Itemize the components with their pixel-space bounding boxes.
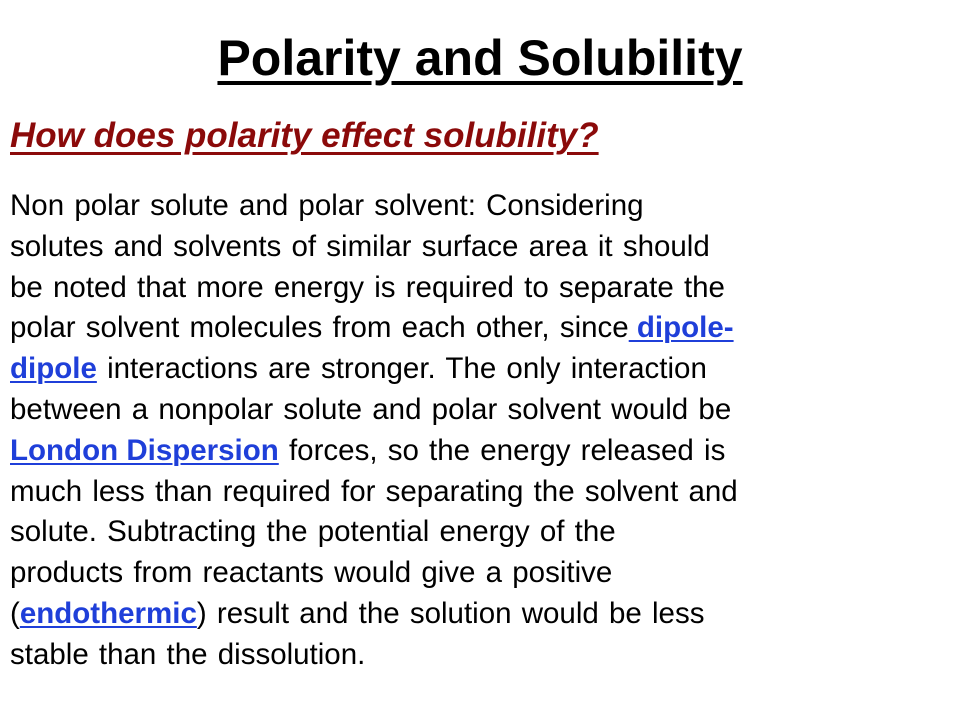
- body-paragraph: [10, 186, 925, 676]
- slide-title-text: Polarity and Solubility: [217, 30, 743, 86]
- body-text-segment: solutes and solvents of similar surface area it should: [10, 229, 710, 263]
- body-text-segment: interactions are stronger. The only interaction: [107, 352, 707, 386]
- body-text-segment: be noted that more energy is required to separate the: [10, 270, 725, 304]
- dipole-dipole-link-continued[interactable]: dipole: [10, 352, 97, 386]
- body-text-segment: between a nonpolar solute and polar solvent would be: [10, 392, 732, 426]
- body-text-segment: polar solvent molecules from each other, since: [10, 311, 629, 345]
- slide-subtitle-text: How does polarity effect solubility?: [10, 116, 599, 155]
- body-line: [10, 186, 925, 227]
- body-text-segment: Non polar solute and polar solvent: Considering: [10, 189, 644, 222]
- body-text-segment: (: [10, 596, 20, 630]
- body-line: [10, 472, 925, 513]
- endothermic-link[interactable]: endothermic: [19, 596, 197, 630]
- body-text-segment: stable than the dissolution.: [10, 637, 366, 671]
- dipole-dipole-link[interactable]: dipole-: [628, 311, 734, 345]
- body-line: [10, 390, 925, 431]
- body-text-segment: ) result and the solution would be less: [196, 596, 705, 630]
- body-text-segment: forces, so the energy released is: [288, 433, 726, 467]
- body-line: [10, 227, 925, 268]
- body-text-segment: much less than required for separating the solvent and: [10, 474, 738, 508]
- body-line: [10, 268, 925, 309]
- body-line: [10, 594, 925, 635]
- london-dispersion-link[interactable]: London Dispersion: [10, 433, 279, 467]
- slide-subtitle: [10, 112, 599, 160]
- slide-title: [0, 26, 960, 90]
- body-text-segment: products from reactants would give a positive: [10, 556, 613, 590]
- body-line: [10, 308, 925, 349]
- body-text-segment: solute. Subtracting the potential energy of the: [10, 515, 616, 549]
- body-line: [10, 349, 925, 390]
- body-line: [10, 512, 925, 553]
- body-line: [10, 431, 925, 472]
- body-line: [10, 635, 925, 676]
- body-line: [10, 553, 925, 594]
